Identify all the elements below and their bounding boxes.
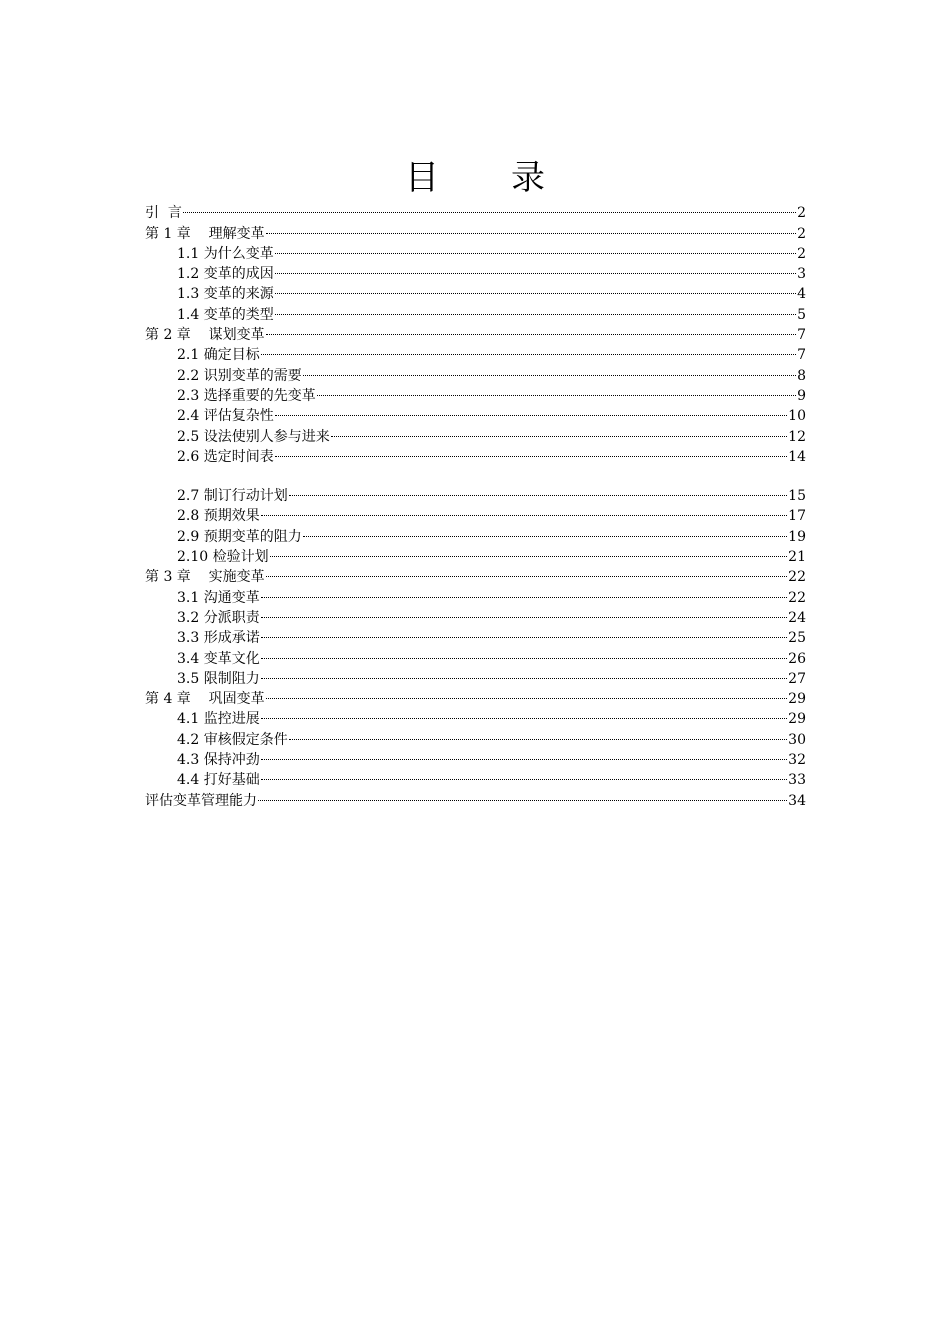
toc-dot-leader	[261, 339, 796, 359]
toc-entry-page-number: 29	[788, 691, 806, 708]
toc-entry-page-number: 21	[788, 549, 806, 566]
toc-dot-leader	[275, 441, 787, 461]
toc-entry-label: 3.1 沟通变革	[177, 589, 260, 606]
toc-entry-label: 第 1 章 理解变革	[145, 225, 265, 242]
toc-dot-leader	[270, 541, 788, 561]
toc-dot-leader	[275, 400, 787, 420]
toc-entry-page-number: 2	[797, 245, 806, 262]
toc-entry-label: 2.7 制订行动计划	[177, 488, 288, 505]
toc-entry-page-number: 17	[788, 508, 806, 525]
toc-entry-label: 2.2 识别变革的需要	[177, 367, 302, 384]
toc-entry[interactable]	[145, 217, 806, 242]
toc-entry-label: 4.3 保持冲劲	[177, 752, 260, 769]
toc-entry-label: 1.1 为什么变革	[177, 245, 274, 262]
toc-entry-page-number: 32	[788, 752, 806, 769]
toc-dot-leader	[261, 663, 787, 683]
toc-entry-label: 4.2 审核假定条件	[177, 731, 288, 748]
toc-entry-label: 1.4 变革的类型	[177, 306, 274, 323]
toc-dot-leader	[303, 520, 787, 540]
toc-dot-leader	[289, 723, 787, 743]
toc-entry-page-number: 2	[797, 205, 806, 222]
toc-entry-page-number: 7	[797, 327, 806, 344]
toc-entry-label: 2.10 检验计划	[177, 549, 269, 566]
toc-dot-leader	[261, 500, 787, 520]
toc-entry-page-number: 7	[797, 347, 806, 364]
toc-dot-leader	[266, 319, 796, 339]
toc-entry[interactable]	[145, 197, 806, 222]
toc-dot-leader	[261, 744, 787, 764]
table-of-contents	[145, 197, 806, 809]
toc-entry-label: 第 2 章 谋划变革	[145, 327, 265, 344]
toc-dot-leader	[261, 581, 787, 601]
toc-entry-label: 4.1 监控进展	[177, 711, 260, 728]
toc-entry-label: 2.5 设法使别人参与进来	[177, 428, 330, 445]
toc-entry-page-number: 25	[788, 630, 806, 647]
toc-entry-label: 2.8 预期效果	[177, 508, 260, 525]
toc-dot-leader	[258, 784, 787, 804]
page-title-char: 目	[405, 158, 439, 198]
toc-entry-label: 2.4 评估复杂性	[177, 408, 274, 425]
toc-entry-page-number: 27	[788, 670, 806, 687]
toc-entry-page-number: 33	[788, 772, 806, 789]
toc-entry-page-number: 12	[788, 428, 806, 445]
toc-entry-page-number: 24	[788, 609, 806, 626]
toc-entry-page-number: 19	[788, 528, 806, 545]
page-title-char: 录	[511, 158, 545, 198]
toc-entry[interactable]	[145, 480, 806, 505]
toc-entry-label: 评估变革管理能力	[145, 792, 257, 809]
toc-entry-label: 3.5 限制阻力	[177, 670, 260, 687]
toc-entry-label: 2.6 选定时间表	[177, 448, 274, 465]
toc-dot-leader	[266, 561, 788, 581]
toc-entry-label: 引 言	[145, 205, 182, 222]
toc-entry-label: 第 4 章 巩固变革	[145, 691, 265, 708]
toc-entry-page-number: 4	[797, 286, 806, 303]
toc-dot-leader	[317, 380, 796, 400]
toc-dot-leader	[183, 197, 796, 217]
toc-dot-leader	[261, 622, 787, 642]
toc-dot-leader	[275, 298, 796, 318]
toc-entry-page-number: 15	[788, 488, 806, 505]
toc-dot-leader	[261, 703, 787, 723]
toc-entry-label: 2.9 预期变革的阻力	[177, 528, 302, 545]
toc-entry-page-number: 26	[788, 650, 806, 667]
toc-dot-leader	[275, 238, 796, 258]
toc-entry-page-number: 3	[797, 266, 806, 283]
toc-entry-page-number: 14	[788, 448, 806, 465]
toc-entry-page-number: 10	[788, 408, 806, 425]
toc-dot-leader	[261, 764, 787, 784]
toc-entry-label: 第 3 章 实施变革	[145, 569, 265, 586]
toc-dot-leader	[303, 359, 796, 379]
toc-dot-leader	[275, 278, 796, 298]
toc-entry-page-number: 22	[788, 589, 806, 606]
toc-entry-label: 3.2 分派职责	[177, 609, 260, 626]
page-title	[0, 156, 950, 200]
toc-entry-label: 2.1 确定目标	[177, 347, 260, 364]
toc-entry-page-number: 2	[797, 225, 806, 242]
toc-dot-leader	[289, 480, 787, 500]
toc-entry-page-number: 9	[797, 387, 806, 404]
toc-entry-label: 4.4 打好基础	[177, 772, 260, 789]
toc-entry-page-number: 8	[797, 367, 806, 384]
toc-entry-page-number: 34	[788, 792, 806, 809]
toc-dot-leader	[331, 420, 787, 440]
toc-dot-leader	[266, 683, 788, 703]
toc-entry-label: 2.3 选择重要的先变革	[177, 387, 316, 404]
toc-entry-page-number: 29	[788, 711, 806, 728]
toc-entry-label: 3.4 变革文化	[177, 650, 260, 667]
toc-entry-page-number: 30	[788, 731, 806, 748]
toc-dot-leader	[261, 642, 787, 662]
toc-entry-label: 1.2 变革的成因	[177, 266, 274, 283]
toc-entry-page-number: 22	[788, 569, 806, 586]
toc-entry-label: 3.3 形成承诺	[177, 630, 260, 647]
toc-entry-label: 1.3 变革的来源	[177, 286, 274, 303]
toc-dot-leader	[261, 602, 787, 622]
toc-dot-leader	[275, 258, 796, 278]
toc-dot-leader	[266, 217, 796, 237]
toc-entry-page-number: 5	[797, 306, 806, 323]
